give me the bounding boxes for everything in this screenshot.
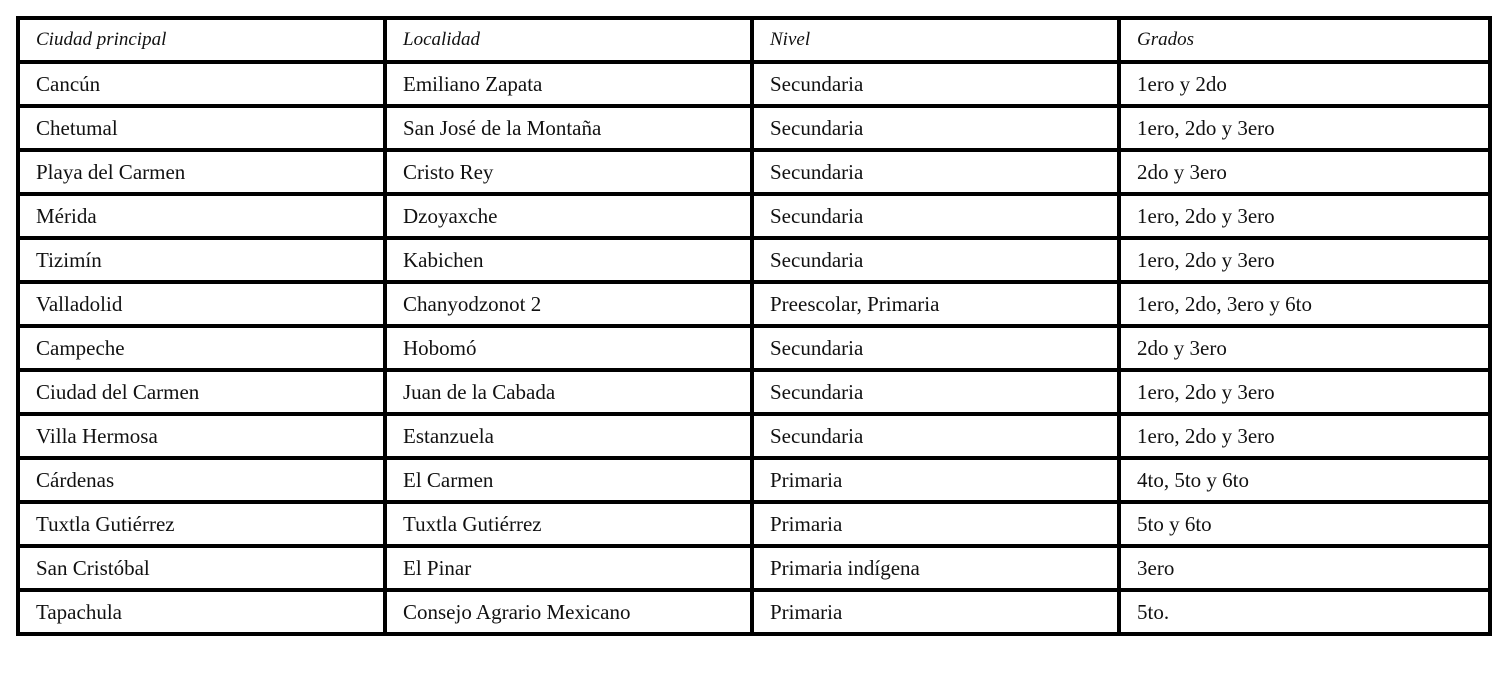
cell-grados: 1ero, 2do y 3ero — [1119, 238, 1490, 282]
cell-ciudad: Villa Hermosa — [18, 414, 385, 458]
cell-ciudad: Playa del Carmen — [18, 150, 385, 194]
table-row — [18, 106, 1490, 150]
table-row — [18, 194, 1490, 238]
cell-localidad: Juan de la Cabada — [385, 370, 752, 414]
cell-ciudad: Mérida — [18, 194, 385, 238]
cell-nivel: Primaria — [752, 502, 1119, 546]
cell-ciudad: Cancún — [18, 62, 385, 106]
cell-nivel: Preescolar, Primaria — [752, 282, 1119, 326]
cell-grados: 3ero — [1119, 546, 1490, 590]
cell-nivel: Primaria indígena — [752, 546, 1119, 590]
cell-localidad: Hobomó — [385, 326, 752, 370]
cell-grados: 5to. — [1119, 590, 1490, 634]
cell-ciudad: Tizimín — [18, 238, 385, 282]
cell-grados: 1ero, 2do y 3ero — [1119, 370, 1490, 414]
cell-ciudad: Tapachula — [18, 590, 385, 634]
cell-localidad: Dzoyaxche — [385, 194, 752, 238]
cell-nivel: Secundaria — [752, 414, 1119, 458]
table-row — [18, 370, 1490, 414]
cell-nivel: Primaria — [752, 590, 1119, 634]
cell-ciudad: Ciudad del Carmen — [18, 370, 385, 414]
table-row — [18, 502, 1490, 546]
cell-nivel: Secundaria — [752, 326, 1119, 370]
cell-grados: 5to y 6to — [1119, 502, 1490, 546]
cell-nivel: Secundaria — [752, 238, 1119, 282]
cell-localidad: Kabichen — [385, 238, 752, 282]
cell-localidad: Cristo Rey — [385, 150, 752, 194]
cell-ciudad: Cárdenas — [18, 458, 385, 502]
cell-nivel: Secundaria — [752, 194, 1119, 238]
cell-localidad: Chanyodzonot 2 — [385, 282, 752, 326]
cell-ciudad: Campeche — [18, 326, 385, 370]
cell-grados: 1ero, 2do, 3ero y 6to — [1119, 282, 1490, 326]
cell-ciudad: San Cristóbal — [18, 546, 385, 590]
header-ciudad-principal: Ciudad principal — [18, 18, 385, 62]
cell-nivel: Primaria — [752, 458, 1119, 502]
cell-nivel: Secundaria — [752, 62, 1119, 106]
cell-localidad: El Pinar — [385, 546, 752, 590]
cell-ciudad: Valladolid — [18, 282, 385, 326]
header-grados: Grados — [1119, 18, 1490, 62]
cell-ciudad: Tuxtla Gutiérrez — [18, 502, 385, 546]
cell-localidad: Tuxtla Gutiérrez — [385, 502, 752, 546]
cell-localidad: Consejo Agrario Mexicano — [385, 590, 752, 634]
cell-nivel: Secundaria — [752, 106, 1119, 150]
cell-grados: 1ero, 2do y 3ero — [1119, 106, 1490, 150]
cell-localidad: Emiliano Zapata — [385, 62, 752, 106]
cell-localidad: El Carmen — [385, 458, 752, 502]
schools-table — [16, 16, 1492, 636]
header-row — [18, 18, 1490, 62]
cell-grados: 2do y 3ero — [1119, 150, 1490, 194]
cell-localidad: Estanzuela — [385, 414, 752, 458]
table-row — [18, 62, 1490, 106]
cell-grados: 1ero, 2do y 3ero — [1119, 194, 1490, 238]
cell-grados: 4to, 5to y 6to — [1119, 458, 1490, 502]
cell-grados: 1ero y 2do — [1119, 62, 1490, 106]
cell-ciudad: Chetumal — [18, 106, 385, 150]
table-row — [18, 150, 1490, 194]
cell-grados: 2do y 3ero — [1119, 326, 1490, 370]
cell-grados: 1ero, 2do y 3ero — [1119, 414, 1490, 458]
header-localidad: Localidad — [385, 18, 752, 62]
table-row — [18, 546, 1490, 590]
table-row — [18, 238, 1490, 282]
table-row — [18, 590, 1490, 634]
table-row — [18, 414, 1490, 458]
table-row — [18, 282, 1490, 326]
cell-localidad: San José de la Montaña — [385, 106, 752, 150]
table-row — [18, 326, 1490, 370]
cell-nivel: Secundaria — [752, 370, 1119, 414]
header-nivel: Nivel — [752, 18, 1119, 62]
table-row — [18, 458, 1490, 502]
cell-nivel: Secundaria — [752, 150, 1119, 194]
